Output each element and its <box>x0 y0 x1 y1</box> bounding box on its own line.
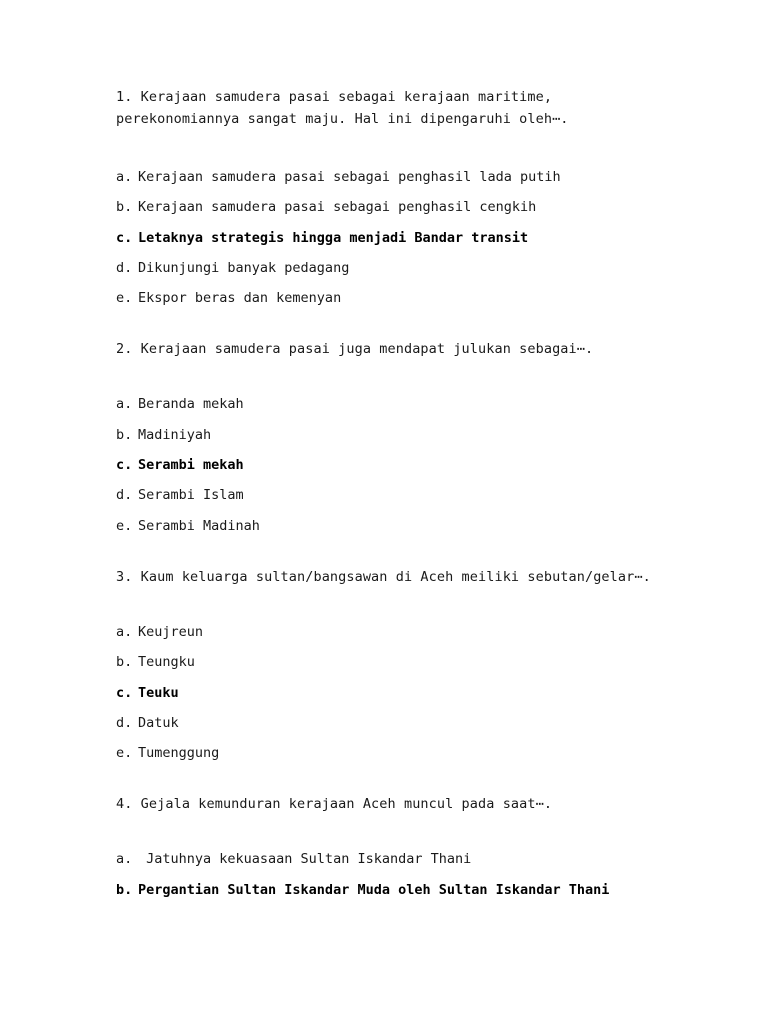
option-text: Tumenggung <box>138 745 220 762</box>
option-text: Kerajaan samudera pasai sebagai penghasil cengkih <box>138 199 537 216</box>
question-text: 3. Kaum keluarga sultan/bangsawan di Aceh meiliki sebutan/gelar⋯. <box>116 568 651 585</box>
option-letter: b. <box>116 881 133 898</box>
question-text: 4. Gejala kemunduran kerajaan Aceh muncul pada saat⋯. <box>116 796 553 813</box>
option-c-correct <box>116 223 676 253</box>
question-2 <box>116 338 676 540</box>
option-letter: e. <box>116 745 133 762</box>
question-text: 2. Kerajaan samudera pasai juga mendapat julukan sebagai⋯. <box>116 341 594 358</box>
option-list <box>116 162 676 313</box>
option-text: Beranda mekah <box>138 396 244 413</box>
option-a <box>116 617 676 647</box>
option-e <box>116 511 676 541</box>
option-b <box>116 420 676 450</box>
option-letter: b. <box>116 426 133 443</box>
option-text: Kerajaan samudera pasai sebagai penghasil lada putih <box>138 169 561 185</box>
option-text: Teuku <box>138 684 179 701</box>
question-1 <box>116 86 676 313</box>
option-list <box>116 389 676 540</box>
option-c-correct <box>116 678 676 708</box>
option-d <box>116 253 676 283</box>
option-a <box>116 844 676 874</box>
option-text: Madiniyah <box>138 426 212 443</box>
option-letter: b. <box>116 654 133 671</box>
option-b <box>116 647 676 677</box>
document-page <box>116 86 676 905</box>
option-list <box>116 617 676 768</box>
question-3 <box>116 566 676 768</box>
option-e <box>116 283 676 313</box>
option-text: Jatuhnya kekuasaan Sultan Iskandar Thani <box>138 851 472 868</box>
option-b-correct <box>116 875 676 905</box>
option-letter: a. <box>116 623 133 640</box>
option-text: Ekspor beras dan kemenyan <box>138 290 342 307</box>
option-text: Dikunjungi banyak pedagang <box>138 259 350 276</box>
option-text: Datuk <box>138 714 179 731</box>
question-4 <box>116 793 676 905</box>
option-b <box>116 192 676 222</box>
option-letter: d. <box>116 487 133 504</box>
option-text: Letaknya strategis hingga menjadi Bandar transit <box>138 229 529 246</box>
option-text: Teungku <box>138 654 195 671</box>
option-letter: c. <box>116 684 133 701</box>
option-letter: c. <box>116 229 133 246</box>
option-letter: d. <box>116 714 133 731</box>
option-text: Serambi Islam <box>138 487 244 504</box>
option-d <box>116 480 676 510</box>
option-letter: d. <box>116 259 133 276</box>
question-text: 1. Kerajaan samudera pasai sebagai kerajaan maritime, perekonomiannya sangat maju. Hal ini dipengaruhi oleh⋯. <box>116 89 569 127</box>
option-letter: a. <box>116 169 133 185</box>
option-e <box>116 738 676 768</box>
option-text: Serambi Madinah <box>138 517 260 534</box>
option-d <box>116 708 676 738</box>
option-text: Pergantian Sultan Iskandar Muda oleh Sultan Iskandar Thani <box>138 881 610 898</box>
option-list <box>116 844 676 905</box>
option-letter: c. <box>116 457 133 474</box>
option-a <box>116 162 676 192</box>
option-letter: b. <box>116 199 133 216</box>
option-letter: e. <box>116 290 133 307</box>
option-letter: a. <box>116 396 133 413</box>
option-letter: e. <box>116 517 133 534</box>
option-a <box>116 389 676 419</box>
option-text: Serambi mekah <box>138 457 244 474</box>
option-letter: a. <box>116 851 133 868</box>
option-c-correct <box>116 450 676 480</box>
option-text: Keujreun <box>138 623 204 640</box>
